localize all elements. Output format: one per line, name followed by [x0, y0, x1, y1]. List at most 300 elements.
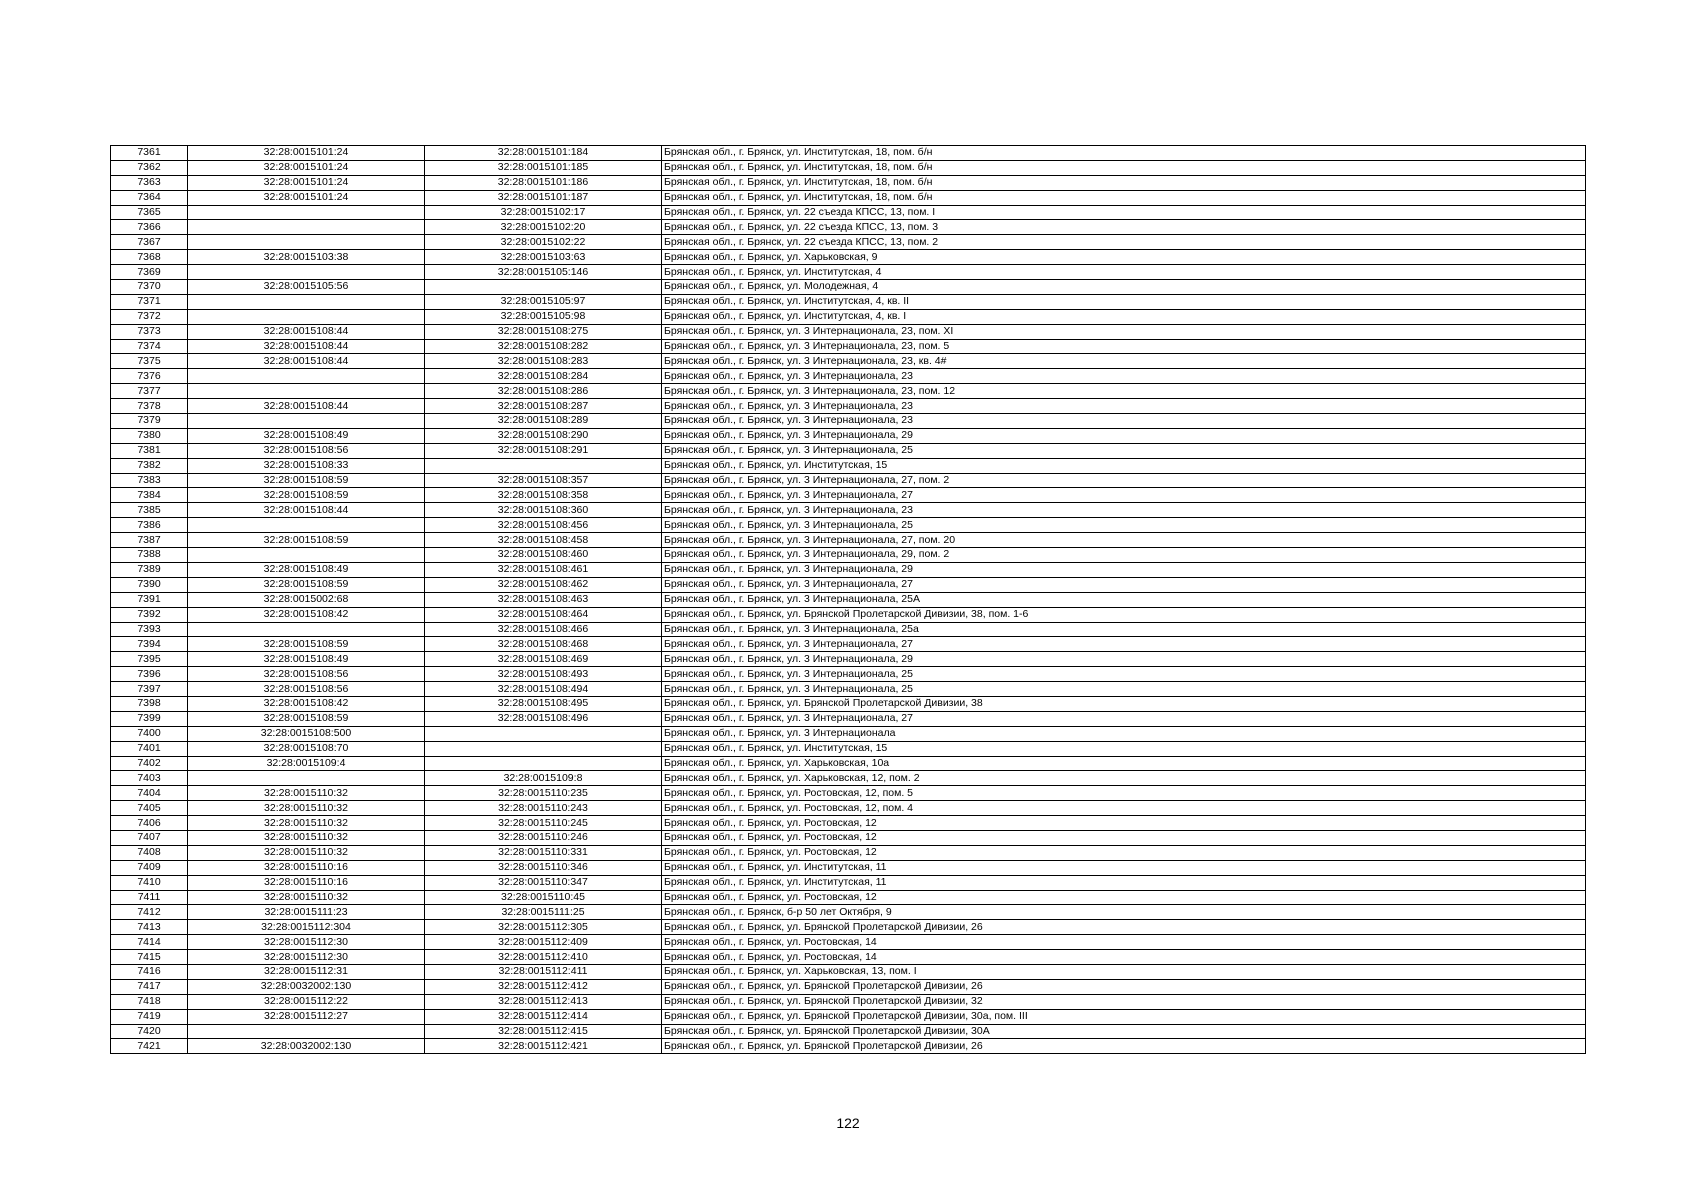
address-cell: Брянская обл., г. Брянск, ул. Институтская, 18, пом. б/н — [662, 175, 1586, 190]
row-number-cell: 7394 — [111, 637, 188, 652]
table-row — [111, 845, 1586, 860]
parent-cadastral-number-cell: 32:28:0015110:32 — [188, 786, 425, 801]
address-cell: Брянская обл., г. Брянск, ул. 3 Интернационала, 23, пом. XI — [662, 324, 1586, 339]
cadastral-number-cell: 32:28:0015108:291 — [425, 443, 662, 458]
cadastral-number-cell: 32:28:0015110:246 — [425, 830, 662, 845]
parent-cadastral-number-cell: 32:28:0015108:500 — [188, 726, 425, 741]
parent-cadastral-number-cell — [188, 235, 425, 250]
address-cell: Брянская обл., г. Брянск, ул. Харьковская, 12, пом. 2 — [662, 771, 1586, 786]
table-row — [111, 1024, 1586, 1039]
cadastral-number-cell — [425, 726, 662, 741]
row-number-cell: 7364 — [111, 190, 188, 205]
cadastral-number-cell: 32:28:0015110:45 — [425, 890, 662, 905]
table-row — [111, 890, 1586, 905]
parent-cadastral-number-cell: 32:28:0015101:24 — [188, 146, 425, 161]
cadastral-number-cell: 32:28:0015108:494 — [425, 682, 662, 697]
table-row — [111, 652, 1586, 667]
parent-cadastral-number-cell — [188, 1024, 425, 1039]
table-row — [111, 562, 1586, 577]
address-cell: Брянская обл., г. Брянск, ул. Ростовская, 12 — [662, 816, 1586, 831]
cadastral-number-cell: 32:28:0015105:97 — [425, 294, 662, 309]
row-number-cell: 7374 — [111, 339, 188, 354]
parent-cadastral-number-cell: 32:28:0015105:56 — [188, 280, 425, 295]
cadastral-number-cell: 32:28:0015108:275 — [425, 324, 662, 339]
address-cell: Брянская обл., г. Брянск, ул. 3 Интернационала, 25 — [662, 518, 1586, 533]
parent-cadastral-number-cell: 32:28:0015111:23 — [188, 905, 425, 920]
cadastral-number-cell: 32:28:0015112:305 — [425, 920, 662, 935]
cadastral-number-cell: 32:28:0015108:493 — [425, 667, 662, 682]
cadastral-number-cell: 32:28:0015110:245 — [425, 816, 662, 831]
cadastral-number-cell: 32:28:0015108:495 — [425, 696, 662, 711]
address-cell: Брянская обл., г. Брянск, ул. 3 Интернационала, 25 — [662, 682, 1586, 697]
table-row — [111, 860, 1586, 875]
row-number-cell: 7402 — [111, 756, 188, 771]
table-row — [111, 146, 1586, 161]
parent-cadastral-number-cell: 32:28:0015101:24 — [188, 175, 425, 190]
address-cell: Брянская обл., г. Брянск, ул. 3 Интернационала, 29 — [662, 428, 1586, 443]
row-number-cell: 7389 — [111, 562, 188, 577]
parent-cadastral-number-cell: 32:28:0015002:68 — [188, 592, 425, 607]
parent-cadastral-number-cell: 32:28:0015110:32 — [188, 890, 425, 905]
table-row — [111, 384, 1586, 399]
row-number-cell: 7412 — [111, 905, 188, 920]
cadastral-number-cell: 32:28:0015108:358 — [425, 488, 662, 503]
cadastral-number-cell: 32:28:0015108:458 — [425, 533, 662, 548]
cadastral-number-cell: 32:28:0015108:284 — [425, 369, 662, 384]
cadastral-number-cell — [425, 756, 662, 771]
row-number-cell: 7414 — [111, 935, 188, 950]
address-cell: Брянская обл., г. Брянск, ул. Ростовская, 12 — [662, 890, 1586, 905]
parent-cadastral-number-cell: 32:28:0015108:59 — [188, 473, 425, 488]
parent-cadastral-number-cell: 32:28:0015112:27 — [188, 1009, 425, 1024]
table-row — [111, 190, 1586, 205]
cadastral-number-cell: 32:28:0015108:462 — [425, 577, 662, 592]
address-cell: Брянская обл., г. Брянск, ул. Ростовская, 12 — [662, 845, 1586, 860]
cadastral-number-cell: 32:28:0015110:347 — [425, 875, 662, 890]
address-cell: Брянская обл., г. Брянск, ул. Институтская, 18, пом. б/н — [662, 146, 1586, 161]
parent-cadastral-number-cell — [188, 220, 425, 235]
row-number-cell: 7371 — [111, 294, 188, 309]
cadastral-number-cell: 32:28:0015112:414 — [425, 1009, 662, 1024]
table-row — [111, 771, 1586, 786]
address-cell: Брянская обл., г. Брянск, ул. Институтская, 4, кв. II — [662, 294, 1586, 309]
address-cell: Брянская обл., г. Брянск, ул. 3 Интернационала, 27 — [662, 637, 1586, 652]
parent-cadastral-number-cell — [188, 205, 425, 220]
parent-cadastral-number-cell: 32:28:0015108:42 — [188, 696, 425, 711]
parent-cadastral-number-cell — [188, 384, 425, 399]
parent-cadastral-number-cell: 32:28:0015112:30 — [188, 935, 425, 950]
address-cell: Брянская обл., г. Брянск, ул. Ростовская, 12 — [662, 830, 1586, 845]
cadastral-number-cell: 32:28:0015108:456 — [425, 518, 662, 533]
cadastral-number-cell: 32:28:0015108:357 — [425, 473, 662, 488]
table-row — [111, 905, 1586, 920]
registry-table — [110, 145, 1586, 1054]
parent-cadastral-number-cell: 32:28:0015108:49 — [188, 428, 425, 443]
address-cell: Брянская обл., г. Брянск, ул. 3 Интернационала, 27 — [662, 577, 1586, 592]
row-number-cell: 7421 — [111, 1039, 188, 1054]
address-cell: Брянская обл., г. Брянск, ул. 3 Интернационала, 23 — [662, 503, 1586, 518]
cadastral-number-cell: 32:28:0015108:463 — [425, 592, 662, 607]
parent-cadastral-number-cell: 32:28:0015108:59 — [188, 577, 425, 592]
parent-cadastral-number-cell: 32:28:0015112:304 — [188, 920, 425, 935]
address-cell: Брянская обл., г. Брянск, ул. Ростовская, 14 — [662, 950, 1586, 965]
address-cell: Брянская обл., г. Брянск, ул. Харьковская, 9 — [662, 250, 1586, 265]
row-number-cell: 7383 — [111, 473, 188, 488]
address-cell: Брянская обл., г. Брянск, ул. Брянской Пролетарской Дивизии, 30а, пом. III — [662, 1009, 1586, 1024]
row-number-cell: 7416 — [111, 964, 188, 979]
parent-cadastral-number-cell: 32:28:0015108:59 — [188, 637, 425, 652]
row-number-cell: 7418 — [111, 994, 188, 1009]
row-number-cell: 7409 — [111, 860, 188, 875]
parent-cadastral-number-cell: 32:28:0015108:56 — [188, 682, 425, 697]
address-cell: Брянская обл., г. Брянск, ул. Ростовская, 12, пом. 5 — [662, 786, 1586, 801]
cadastral-number-cell: 32:28:0015108:283 — [425, 354, 662, 369]
table-row — [111, 830, 1586, 845]
address-cell: Брянская обл., г. Брянск, ул. Брянской Пролетарской Дивизии, 26 — [662, 920, 1586, 935]
address-cell: Брянская обл., г. Брянск, ул. 3 Интернационала, 25 — [662, 667, 1586, 682]
cadastral-number-cell: 32:28:0015110:331 — [425, 845, 662, 860]
address-cell: Брянская обл., г. Брянск, ул. Институтская, 4, кв. I — [662, 309, 1586, 324]
row-number-cell: 7413 — [111, 920, 188, 935]
address-cell: Брянская обл., г. Брянск, ул. 3 Интернационала, 29, пом. 2 — [662, 548, 1586, 563]
parent-cadastral-number-cell — [188, 548, 425, 563]
parent-cadastral-number-cell — [188, 414, 425, 429]
parent-cadastral-number-cell — [188, 771, 425, 786]
parent-cadastral-number-cell: 32:28:0015110:32 — [188, 845, 425, 860]
cadastral-number-cell: 32:28:0015112:412 — [425, 979, 662, 994]
parent-cadastral-number-cell: 32:28:0032002:130 — [188, 1039, 425, 1054]
table-row — [111, 964, 1586, 979]
address-cell: Брянская обл., г. Брянск, ул. 3 Интернационала, 27, пом. 2 — [662, 473, 1586, 488]
table-row — [111, 324, 1586, 339]
parent-cadastral-number-cell: 32:28:0015108:44 — [188, 503, 425, 518]
row-number-cell: 7391 — [111, 592, 188, 607]
table-row — [111, 339, 1586, 354]
table-row — [111, 548, 1586, 563]
parent-cadastral-number-cell: 32:28:0015110:32 — [188, 830, 425, 845]
parent-cadastral-number-cell: 32:28:0015108:56 — [188, 667, 425, 682]
address-cell: Брянская обл., г. Брянск, ул. 3 Интернационала, 27 — [662, 488, 1586, 503]
cadastral-number-cell: 32:28:0015109:8 — [425, 771, 662, 786]
row-number-cell: 7407 — [111, 830, 188, 845]
row-number-cell: 7415 — [111, 950, 188, 965]
cadastral-number-cell: 32:28:0015108:461 — [425, 562, 662, 577]
cadastral-number-cell — [425, 280, 662, 295]
row-number-cell: 7403 — [111, 771, 188, 786]
row-number-cell: 7384 — [111, 488, 188, 503]
table-row — [111, 577, 1586, 592]
address-cell: Брянская обл., г. Брянск, ул. 3 Интернационала, 23, пом. 5 — [662, 339, 1586, 354]
parent-cadastral-number-cell: 32:28:0015108:49 — [188, 652, 425, 667]
address-cell: Брянская обл., г. Брянск, ул. Брянской Пролетарской Дивизии, 26 — [662, 979, 1586, 994]
parent-cadastral-number-cell: 32:28:0015110:16 — [188, 875, 425, 890]
table-row — [111, 875, 1586, 890]
address-cell: Брянская обл., г. Брянск, ул. 3 Интернационала, 23 — [662, 369, 1586, 384]
address-cell: Брянская обл., г. Брянск, ул. 3 Интернационала, 29 — [662, 652, 1586, 667]
cadastral-number-cell: 32:28:0015108:496 — [425, 711, 662, 726]
row-number-cell: 7396 — [111, 667, 188, 682]
address-cell: Брянская обл., г. Брянск, ул. Харьковская, 10а — [662, 756, 1586, 771]
parent-cadastral-number-cell — [188, 622, 425, 637]
parent-cadastral-number-cell — [188, 369, 425, 384]
cadastral-number-cell: 32:28:0015110:235 — [425, 786, 662, 801]
address-cell: Брянская обл., г. Брянск, ул. Ростовская, 12, пом. 4 — [662, 801, 1586, 816]
parent-cadastral-number-cell: 32:28:0015112:30 — [188, 950, 425, 965]
parent-cadastral-number-cell: 32:28:0015110:16 — [188, 860, 425, 875]
parent-cadastral-number-cell: 32:28:0015110:32 — [188, 816, 425, 831]
row-number-cell: 7399 — [111, 711, 188, 726]
row-number-cell: 7368 — [111, 250, 188, 265]
table-row — [111, 979, 1586, 994]
row-number-cell: 7401 — [111, 741, 188, 756]
cadastral-number-cell: 32:28:0015112:411 — [425, 964, 662, 979]
row-number-cell: 7392 — [111, 607, 188, 622]
table-row — [111, 473, 1586, 488]
address-cell: Брянская обл., г. Брянск, ул. 3 Интернационала — [662, 726, 1586, 741]
cadastral-number-cell — [425, 741, 662, 756]
table-row — [111, 816, 1586, 831]
table-row — [111, 369, 1586, 384]
address-cell: Брянская обл., г. Брянск, ул. 3 Интернационала, 25 — [662, 443, 1586, 458]
table-row — [111, 950, 1586, 965]
table-row — [111, 637, 1586, 652]
cadastral-number-cell: 32:28:0015112:410 — [425, 950, 662, 965]
table-row — [111, 235, 1586, 250]
address-cell: Брянская обл., г. Брянск, ул. Институтская, 15 — [662, 741, 1586, 756]
row-number-cell: 7404 — [111, 786, 188, 801]
row-number-cell: 7377 — [111, 384, 188, 399]
table-row — [111, 741, 1586, 756]
table-row — [111, 696, 1586, 711]
row-number-cell: 7363 — [111, 175, 188, 190]
row-number-cell: 7398 — [111, 696, 188, 711]
cadastral-number-cell: 32:28:0015112:413 — [425, 994, 662, 1009]
row-number-cell: 7382 — [111, 458, 188, 473]
row-number-cell: 7393 — [111, 622, 188, 637]
address-cell: Брянская обл., г. Брянск, ул. Институтская, 4 — [662, 265, 1586, 280]
table-row — [111, 399, 1586, 414]
table-row — [111, 607, 1586, 622]
cadastral-number-cell: 32:28:0015108:469 — [425, 652, 662, 667]
table-row — [111, 309, 1586, 324]
cadastral-number-cell: 32:28:0015110:243 — [425, 801, 662, 816]
table-row — [111, 711, 1586, 726]
table-row — [111, 205, 1586, 220]
parent-cadastral-number-cell — [188, 294, 425, 309]
cadastral-number-cell: 32:28:0015102:22 — [425, 235, 662, 250]
row-number-cell: 7411 — [111, 890, 188, 905]
parent-cadastral-number-cell: 32:28:0015108:56 — [188, 443, 425, 458]
table-row — [111, 488, 1586, 503]
table-row — [111, 1009, 1586, 1024]
row-number-cell: 7406 — [111, 816, 188, 831]
table-row — [111, 443, 1586, 458]
row-number-cell: 7376 — [111, 369, 188, 384]
cadastral-number-cell: 32:28:0015108:290 — [425, 428, 662, 443]
cadastral-number-cell: 32:28:0015110:346 — [425, 860, 662, 875]
parent-cadastral-number-cell: 32:28:0015108:44 — [188, 399, 425, 414]
address-cell: Брянская обл., г. Брянск, ул. 3 Интернационала, 23, кв. 4# — [662, 354, 1586, 369]
row-number-cell: 7379 — [111, 414, 188, 429]
cadastral-number-cell: 32:28:0015101:187 — [425, 190, 662, 205]
address-cell: Брянская обл., г. Брянск, б-р 50 лет Октября, 9 — [662, 905, 1586, 920]
cadastral-number-cell: 32:28:0015108:360 — [425, 503, 662, 518]
parent-cadastral-number-cell: 32:28:0015101:24 — [188, 190, 425, 205]
parent-cadastral-number-cell: 32:28:0015108:44 — [188, 324, 425, 339]
address-cell: Брянская обл., г. Брянск, ул. 3 Интернационала, 23 — [662, 414, 1586, 429]
row-number-cell: 7378 — [111, 399, 188, 414]
cadastral-number-cell: 32:28:0015108:468 — [425, 637, 662, 652]
cadastral-number-cell: 32:28:0015108:466 — [425, 622, 662, 637]
address-cell: Брянская обл., г. Брянск, ул. Ростовская, 14 — [662, 935, 1586, 950]
address-cell: Брянская обл., г. Брянск, ул. 3 Интернационала, 23 — [662, 399, 1586, 414]
address-cell: Брянская обл., г. Брянск, ул. 3 Интернационала, 27 — [662, 711, 1586, 726]
address-cell: Брянская обл., г. Брянск, ул. Брянской Пролетарской Дивизии, 38, пом. 1-6 — [662, 607, 1586, 622]
table-row — [111, 622, 1586, 637]
cadastral-number-cell: 32:28:0015103:63 — [425, 250, 662, 265]
parent-cadastral-number-cell: 32:28:0015108:70 — [188, 741, 425, 756]
table-row — [111, 220, 1586, 235]
address-cell: Брянская обл., г. Брянск, ул. 3 Интернационала, 25а — [662, 622, 1586, 637]
table-row — [111, 1039, 1586, 1054]
cadastral-number-cell: 32:28:0015105:98 — [425, 309, 662, 324]
parent-cadastral-number-cell: 32:28:0015108:59 — [188, 711, 425, 726]
row-number-cell: 7365 — [111, 205, 188, 220]
table-row — [111, 920, 1586, 935]
address-cell: Брянская обл., г. Брянск, ул. Брянской Пролетарской Дивизии, 30А — [662, 1024, 1586, 1039]
row-number-cell: 7375 — [111, 354, 188, 369]
cadastral-number-cell: 32:28:0015108:460 — [425, 548, 662, 563]
parent-cadastral-number-cell: 32:28:0015103:38 — [188, 250, 425, 265]
address-cell: Брянская обл., г. Брянск, ул. 22 съезда КПСС, 13, пом. 2 — [662, 235, 1586, 250]
row-number-cell: 7361 — [111, 146, 188, 161]
row-number-cell: 7367 — [111, 235, 188, 250]
parent-cadastral-number-cell: 32:28:0015108:33 — [188, 458, 425, 473]
parent-cadastral-number-cell — [188, 309, 425, 324]
address-cell: Брянская обл., г. Брянск, ул. Молодежная, 4 — [662, 280, 1586, 295]
address-cell: Брянская обл., г. Брянск, ул. Институтская, 18, пом. б/н — [662, 160, 1586, 175]
table-row — [111, 592, 1586, 607]
row-number-cell: 7408 — [111, 845, 188, 860]
address-cell: Брянская обл., г. Брянск, ул. Институтская, 15 — [662, 458, 1586, 473]
row-number-cell: 7405 — [111, 801, 188, 816]
cadastral-number-cell: 32:28:0015108:286 — [425, 384, 662, 399]
table-row — [111, 458, 1586, 473]
cadastral-number-cell: 32:28:0015108:282 — [425, 339, 662, 354]
row-number-cell: 7386 — [111, 518, 188, 533]
cadastral-number-cell: 32:28:0015108:287 — [425, 399, 662, 414]
row-number-cell: 7381 — [111, 443, 188, 458]
address-cell: Брянская обл., г. Брянск, ул. Харьковская, 13, пом. I — [662, 964, 1586, 979]
table-row — [111, 294, 1586, 309]
address-cell: Брянская обл., г. Брянск, ул. Институтская, 18, пом. б/н — [662, 190, 1586, 205]
row-number-cell: 7385 — [111, 503, 188, 518]
row-number-cell: 7366 — [111, 220, 188, 235]
cadastral-number-cell — [425, 458, 662, 473]
parent-cadastral-number-cell: 32:28:0032002:130 — [188, 979, 425, 994]
parent-cadastral-number-cell: 32:28:0015109:4 — [188, 756, 425, 771]
row-number-cell: 7373 — [111, 324, 188, 339]
parent-cadastral-number-cell: 32:28:0015108:59 — [188, 533, 425, 548]
registry-table-body — [111, 146, 1586, 1054]
row-number-cell: 7380 — [111, 428, 188, 443]
row-number-cell: 7387 — [111, 533, 188, 548]
table-row — [111, 786, 1586, 801]
address-cell: Брянская обл., г. Брянск, ул. Институтская, 11 — [662, 860, 1586, 875]
row-number-cell: 7419 — [111, 1009, 188, 1024]
address-cell: Брянская обл., г. Брянск, ул. Брянской Пролетарской Дивизии, 32 — [662, 994, 1586, 1009]
cadastral-number-cell: 32:28:0015105:146 — [425, 265, 662, 280]
row-number-cell: 7388 — [111, 548, 188, 563]
table-row — [111, 160, 1586, 175]
parent-cadastral-number-cell — [188, 518, 425, 533]
row-number-cell: 7397 — [111, 682, 188, 697]
cadastral-number-cell: 32:28:0015112:415 — [425, 1024, 662, 1039]
cadastral-number-cell: 32:28:0015108:289 — [425, 414, 662, 429]
cadastral-number-cell: 32:28:0015101:185 — [425, 160, 662, 175]
row-number-cell: 7362 — [111, 160, 188, 175]
parent-cadastral-number-cell: 32:28:0015108:42 — [188, 607, 425, 622]
parent-cadastral-number-cell: 32:28:0015101:24 — [188, 160, 425, 175]
address-cell: Брянская обл., г. Брянск, ул. Брянской Пролетарской Дивизии, 26 — [662, 1039, 1586, 1054]
row-number-cell: 7420 — [111, 1024, 188, 1039]
parent-cadastral-number-cell: 32:28:0015112:31 — [188, 964, 425, 979]
row-number-cell: 7372 — [111, 309, 188, 324]
cadastral-number-cell: 32:28:0015111:25 — [425, 905, 662, 920]
table-row — [111, 682, 1586, 697]
table-row — [111, 414, 1586, 429]
table-row — [111, 801, 1586, 816]
cadastral-number-cell: 32:28:0015102:20 — [425, 220, 662, 235]
table-row — [111, 354, 1586, 369]
address-cell: Брянская обл., г. Брянск, ул. 3 Интернационала, 25А — [662, 592, 1586, 607]
address-cell: Брянская обл., г. Брянск, ул. 3 Интернационала, 23, пом. 12 — [662, 384, 1586, 399]
parent-cadastral-number-cell: 32:28:0015112:22 — [188, 994, 425, 1009]
row-number-cell: 7417 — [111, 979, 188, 994]
parent-cadastral-number-cell — [188, 265, 425, 280]
table-row — [111, 935, 1586, 950]
cadastral-number-cell: 32:28:0015101:184 — [425, 146, 662, 161]
address-cell: Брянская обл., г. Брянск, ул. 3 Интернационала, 27, пом. 20 — [662, 533, 1586, 548]
address-cell: Брянская обл., г. Брянск, ул. 22 съезда КПСС, 13, пом. I — [662, 205, 1586, 220]
parent-cadastral-number-cell: 32:28:0015110:32 — [188, 801, 425, 816]
parent-cadastral-number-cell: 32:28:0015108:59 — [188, 488, 425, 503]
cadastral-number-cell: 32:28:0015102:17 — [425, 205, 662, 220]
row-number-cell: 7395 — [111, 652, 188, 667]
row-number-cell: 7369 — [111, 265, 188, 280]
table-row — [111, 428, 1586, 443]
table-row — [111, 756, 1586, 771]
cadastral-number-cell: 32:28:0015112:409 — [425, 935, 662, 950]
cadastral-number-cell: 32:28:0015101:186 — [425, 175, 662, 190]
page-number: 122 — [836, 1115, 860, 1131]
table-row — [111, 533, 1586, 548]
table-row — [111, 667, 1586, 682]
table-row — [111, 503, 1586, 518]
cadastral-number-cell: 32:28:0015112:421 — [425, 1039, 662, 1054]
address-cell: Брянская обл., г. Брянск, ул. 22 съезда КПСС, 13, пом. 3 — [662, 220, 1586, 235]
address-cell: Брянская обл., г. Брянск, ул. Институтская, 11 — [662, 875, 1586, 890]
row-number-cell: 7390 — [111, 577, 188, 592]
address-cell: Брянская обл., г. Брянск, ул. Брянской Пролетарской Дивизии, 38 — [662, 696, 1586, 711]
address-cell: Брянская обл., г. Брянск, ул. 3 Интернационала, 29 — [662, 562, 1586, 577]
parent-cadastral-number-cell: 32:28:0015108:44 — [188, 339, 425, 354]
row-number-cell: 7410 — [111, 875, 188, 890]
table-row — [111, 518, 1586, 533]
parent-cadastral-number-cell: 32:28:0015108:49 — [188, 562, 425, 577]
table-row — [111, 175, 1586, 190]
table-row — [111, 726, 1586, 741]
